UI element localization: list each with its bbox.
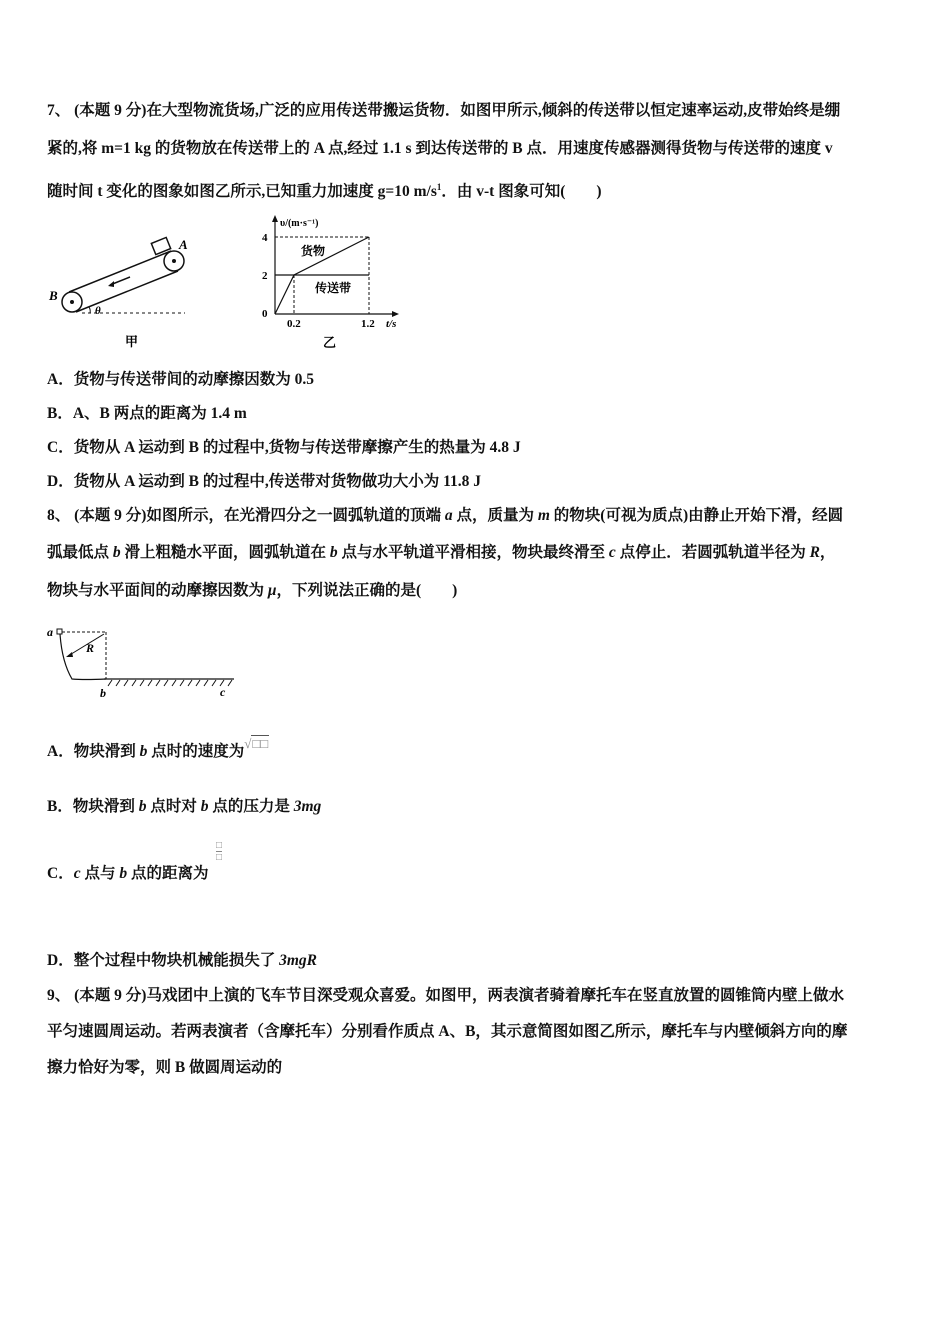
- fraction-formula: □ □: [216, 840, 223, 863]
- math-variable: 3mg: [293, 798, 322, 815]
- text-segment: 弧最低点: [47, 544, 113, 561]
- text-segment: 的物块(可视为质点)由静止开始下滑，经圆: [549, 507, 844, 524]
- text-segment: ，: [819, 544, 836, 561]
- label-R: R: [86, 641, 95, 655]
- q7-option-c: C．货物从 A 运动到 B 的过程中,货物与传送带摩擦产生的热量为 4.8 J: [47, 439, 521, 456]
- q9-line-1: 9、 (本题 9 分)马戏团中上演的飞车节目深受观众喜爱。如图甲，两表演者骑着摩托车在竖直放置的圆锥筒内壁上做水: [47, 987, 844, 1004]
- q9-line-3: 擦力恰好为零，则 B 做圆周运动的: [47, 1059, 283, 1076]
- q8-option-c: [47, 864, 209, 884]
- caption-yi: 乙: [323, 335, 337, 350]
- text-segment: A．物块滑到: [47, 743, 140, 760]
- label-b: b: [100, 686, 106, 700]
- q7-line-2: 紧的,将 m=1 kg 的货物放在传送带上的 A 点,经过 1.1 s 到达传送带的 B 点．用速度传感器测得货物与传送带的速度 v: [47, 140, 833, 157]
- q8-option-a: [47, 736, 269, 762]
- math-variable: m: [537, 507, 550, 524]
- q9-line-2: 平匀速圆周运动。若两表演者（含摩托车）分别看作质点 A、B，其示意简图如图乙所示，摩托车与内壁倾斜方向的摩: [47, 1023, 848, 1040]
- math-variable: b: [200, 798, 209, 815]
- math-variable: b: [139, 743, 148, 760]
- q8-option-b: [47, 797, 321, 817]
- text-segment: ，下列说法正确的是( ): [276, 582, 458, 599]
- y-tick-0: 0: [262, 308, 268, 320]
- label-goods: 货物: [301, 244, 326, 258]
- text-segment: 点停止．若圆弧轨道半径为: [615, 544, 810, 561]
- label-A: A: [179, 237, 188, 252]
- math-variable: R: [809, 544, 820, 561]
- math-variable: μ: [267, 582, 277, 599]
- caption-jia: 甲: [125, 334, 139, 349]
- text-segment: 点的压力是: [208, 798, 294, 815]
- q7-option-b: B．A、B 两点的距离为 1.4 m: [47, 405, 247, 422]
- q7-option-a: A．货物与传送带间的动摩擦因数为 0.5: [47, 371, 314, 388]
- text-segment: 8、 (本题 9 分)如图所示，在光滑四分之一圆弧轨道的顶端: [47, 507, 445, 524]
- label-theta: θ: [95, 305, 101, 317]
- math-variable: b: [138, 798, 147, 815]
- text-segment: B．物块滑到: [47, 798, 139, 815]
- q8-line-3: [47, 581, 457, 601]
- label-a: a: [47, 625, 53, 639]
- math-variable: 3mgR: [279, 952, 317, 969]
- text-segment: 点与: [80, 865, 120, 882]
- q7-line-1: 7、 (本题 9 分)在大型物流货场,广泛的应用传送带搬运货物．如图甲所示,倾斜的传送带以恒定速率运动,皮带始终是绷: [47, 102, 841, 119]
- label-B: B: [49, 288, 58, 303]
- math-variable: c: [73, 865, 81, 882]
- q8-option-d: [47, 951, 317, 971]
- label-belt: 传送带: [315, 281, 352, 295]
- figure-conveyor-belt: [45, 215, 195, 355]
- y-tick-2: 2: [262, 270, 268, 282]
- y-axis-label: υ/(m·s⁻¹): [280, 218, 319, 229]
- sqrt-formula: √□□: [244, 736, 269, 751]
- x-tick-1.2: 1.2: [361, 318, 375, 330]
- y-tick-4: 4: [262, 232, 268, 244]
- text-segment: 点的距离为: [127, 865, 209, 882]
- math-variable: b: [329, 544, 338, 561]
- math-variable: b: [112, 544, 121, 561]
- figure-arc-track: [44, 622, 244, 702]
- label-c: c: [220, 685, 226, 699]
- text-segment: 滑上粗糙水平面，圆弧轨道在: [120, 544, 330, 561]
- math-variable: c: [608, 544, 616, 561]
- x-axis-label: t/s: [386, 318, 397, 330]
- q8-line-2: [47, 543, 835, 563]
- text-segment: 点时的速度为: [147, 743, 245, 760]
- q7-line-3: 随时间 t 变化的图象如图乙所示,已知重力加速度 g=10 $m/s^1$．由 v-t 图象可知( ): [47, 182, 602, 201]
- text-segment: 点与水平轨道平滑相接，物块最终滑至: [337, 544, 609, 561]
- text-segment: 物块与水平面间的动摩擦因数为: [47, 582, 268, 599]
- text-segment: D．整个过程中物块机械能损失了: [47, 952, 280, 969]
- q7-option-d: D．货物从 A 运动到 B 的过程中,传送带对货物做功大小为 11.8 J: [47, 473, 482, 490]
- math-variable: a: [444, 507, 453, 524]
- q8-line-1: [47, 506, 843, 526]
- x-tick-0.2: 0.2: [287, 318, 301, 330]
- text-segment: 点，质量为: [452, 507, 538, 524]
- text-segment: 点时对: [146, 798, 201, 815]
- text-segment: C．: [47, 865, 74, 882]
- math-variable: b: [119, 865, 128, 882]
- figure-vt-graph: [255, 212, 415, 352]
